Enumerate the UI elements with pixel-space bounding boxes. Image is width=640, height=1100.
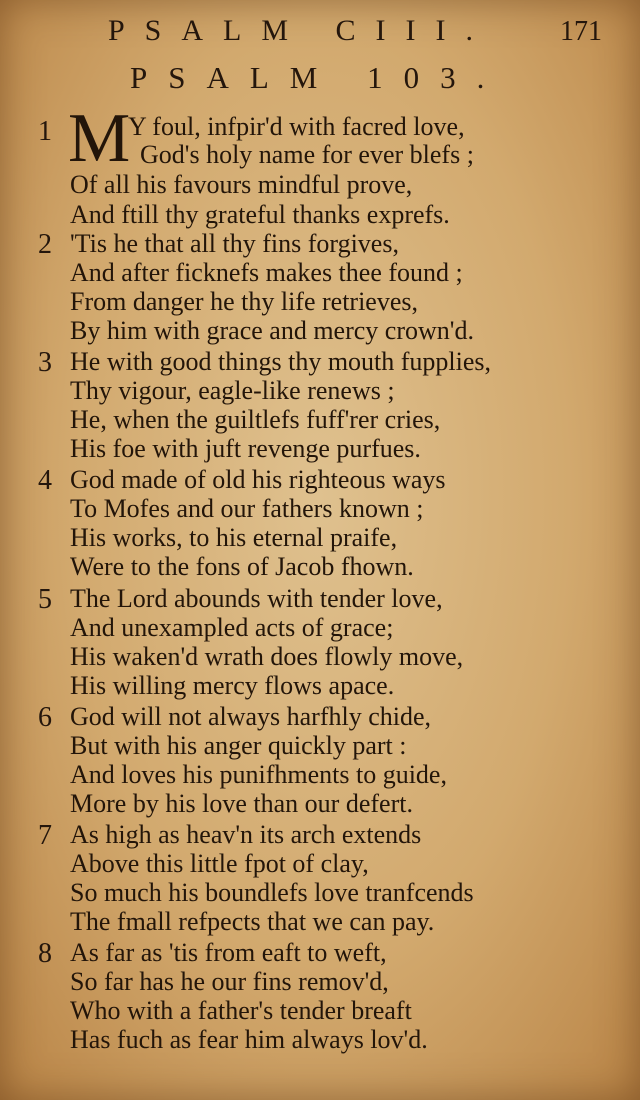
verse-line: Has fuch as fear him always lov'd.	[70, 1025, 428, 1054]
verse-line: As far as 'tis from eaft to weft,	[70, 938, 387, 967]
verse-line: The Lord abounds with tender love,	[70, 584, 443, 613]
verse-line: Were to the fons of Jacob fhown.	[70, 552, 414, 581]
verse-line: Of all his favours mindful prove,	[70, 170, 413, 199]
drop-cap: M	[68, 100, 131, 177]
running-head-title: PSALM CIII.	[108, 14, 494, 47]
verse-line: And unexampled acts of grace;	[70, 613, 394, 642]
verse-line: And ftill thy grateful thanks exprefs.	[70, 200, 450, 229]
verse-line: His works, to his eternal praife,	[70, 523, 398, 552]
verse-line: He with good things thy mouth fupplies,	[70, 347, 492, 376]
verse-line: The fmall refpects that we can pay.	[70, 907, 435, 936]
verse-line: Thy vigour, eagle-like renews ;	[70, 376, 395, 405]
verse-line: His waken'd wrath does flowly move,	[70, 642, 464, 671]
verse-line: Y foul, infpir'd with facred love,	[128, 112, 465, 141]
verse-number: 5	[38, 584, 52, 615]
verse-line: But with his anger quickly part :	[70, 731, 407, 760]
verse-line: His willing mercy flows apace.	[70, 671, 395, 700]
verse-line: So much his boundlefs love tranfcends	[70, 878, 474, 907]
verse-line: And after ficknefs makes thee found ;	[70, 258, 463, 287]
verse-line: 'Tis he that all thy fins forgives,	[70, 229, 399, 258]
verse-number: 4	[38, 465, 52, 496]
verse-line: By him with grace and mercy crown'd.	[70, 316, 474, 345]
verse-line: His foe with juft revenge purfues.	[70, 434, 421, 463]
verse-line: To Mofes and our fathers known ;	[70, 494, 424, 523]
verse-line: Above this little fpot of clay,	[70, 849, 369, 878]
verse-number: 2	[38, 229, 52, 260]
verse-line: More by his love than our defert.	[70, 789, 413, 818]
verse-number: 8	[38, 938, 52, 969]
running-head	[0, 14, 640, 48]
verse-number: 6	[38, 702, 52, 733]
verse-line: God will not always harfhly chide,	[70, 702, 432, 731]
psalm-heading: PSALM 103.	[130, 60, 506, 95]
verse-line: He, when the guiltlefs fuff'rer cries,	[70, 405, 441, 434]
verse-number: 3	[38, 347, 52, 378]
verse-line: From danger he thy life retrieves,	[70, 287, 418, 316]
verse-number: 7	[38, 820, 52, 851]
verse-line: God made of old his righteous ways	[70, 465, 446, 494]
verse-line: God's holy name for ever blefs ;	[140, 140, 474, 169]
page-number: 171	[560, 16, 602, 47]
verse-line: And loves his punifhments to guide,	[70, 760, 447, 789]
verse-line: So far has he our fins remov'd,	[70, 967, 389, 996]
verse-number: 1	[38, 116, 52, 147]
verse-line: Who with a father's tender breaft	[70, 996, 412, 1025]
verse-line: As high as heav'n its arch extends	[70, 820, 422, 849]
